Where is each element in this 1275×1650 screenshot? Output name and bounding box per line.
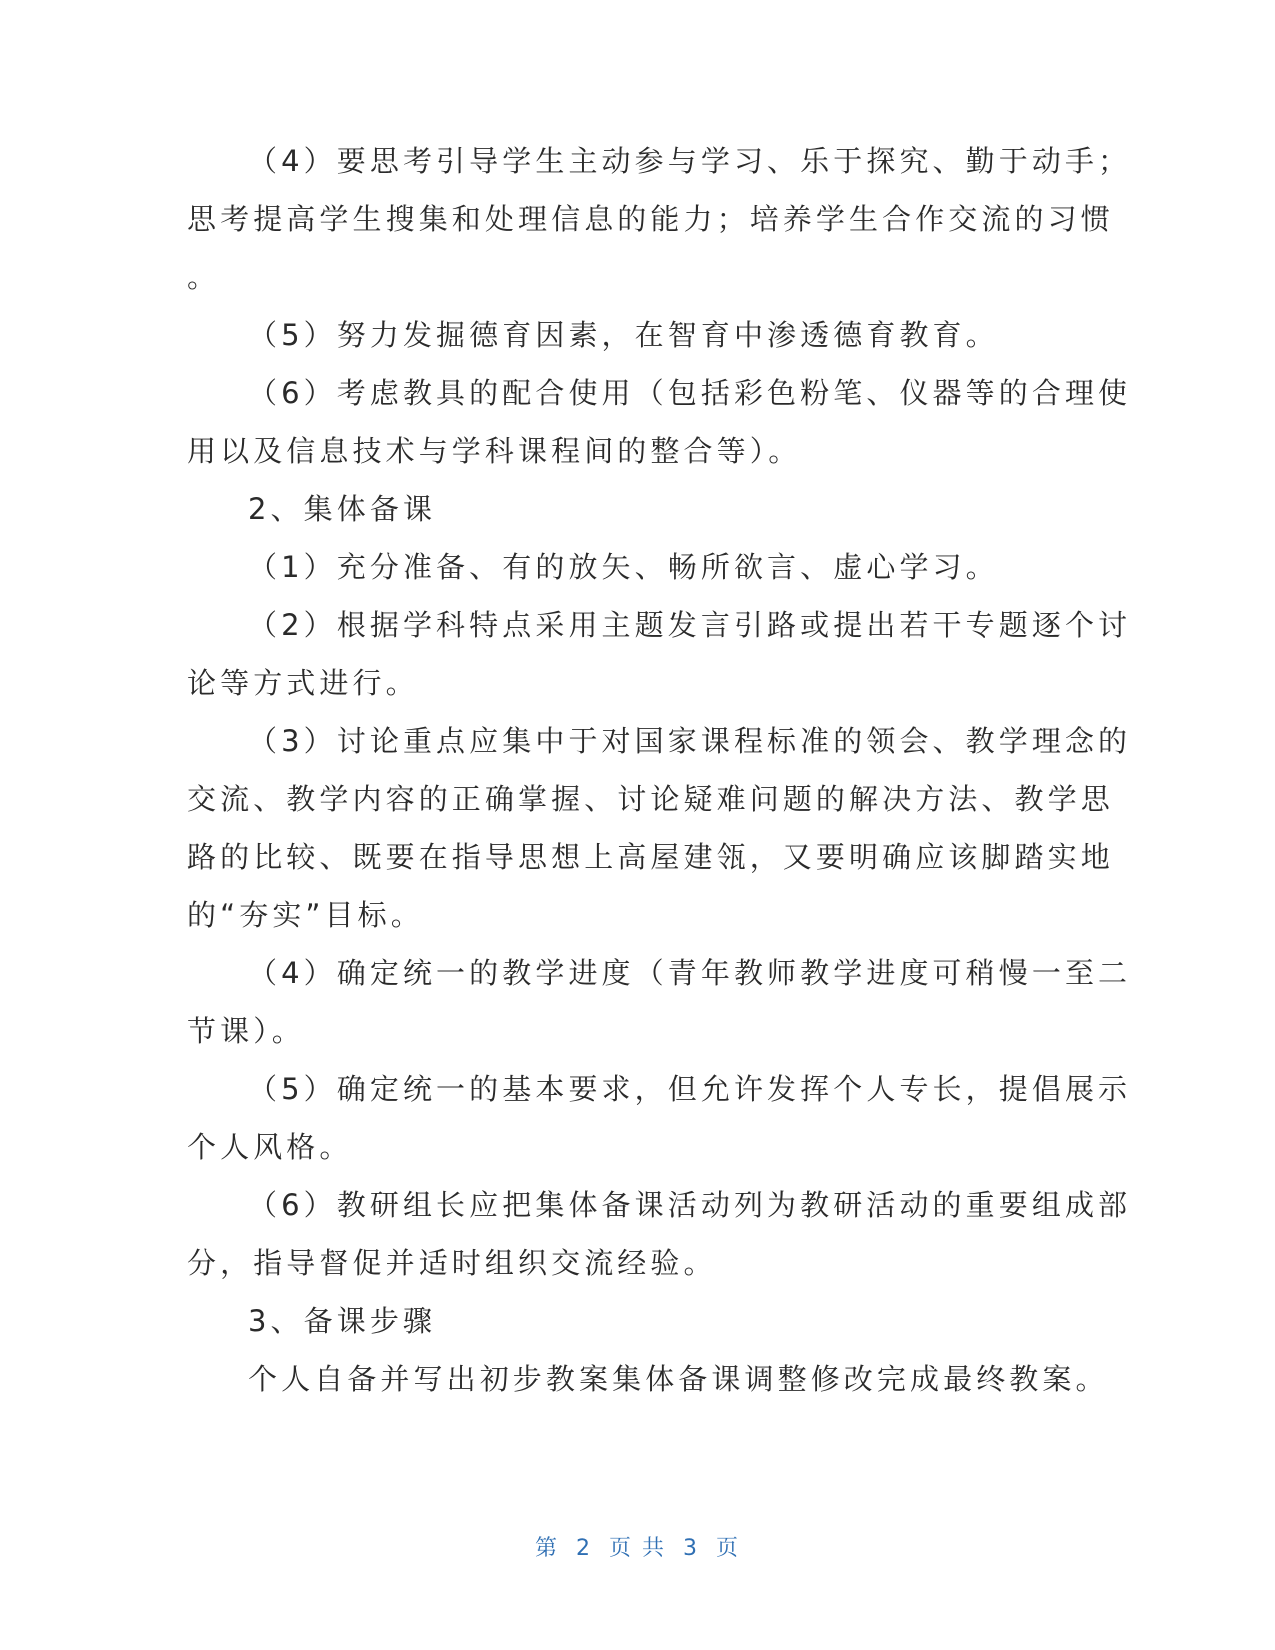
footer-middle: 页 共 <box>609 1536 666 1561</box>
paragraph-line: （5）努力发掘德育因素，在智育中渗透德育教育。 <box>248 318 999 352</box>
paragraph-line: 思考提高学生搜集和处理信息的能力；培养学生合作交流的习惯 <box>187 202 1114 236</box>
paragraph-line: 个人风格。 <box>187 1130 353 1164</box>
paragraph-line: 个人自备并写出初步教案集体备课调整修改完成最终教案。 <box>248 1362 1109 1396</box>
paragraph-line: （3）讨论重点应集中于对国家课程标准的领会、教学理念的 <box>248 724 1132 758</box>
paragraph-line: 用以及信息技术与学科课程间的整合等）。 <box>187 434 802 468</box>
paragraph-line: 分，指导督促并适时组织交流经验。 <box>187 1246 717 1280</box>
total-page-count: 3 <box>683 1536 699 1561</box>
paragraph-line: （6）教研组长应把集体备课活动列为教研活动的重要组成部 <box>248 1188 1132 1222</box>
paragraph-line: （4）要思考引导学生主动参与学习、乐于探究、勤于动手； <box>248 144 1132 178</box>
paragraph-line: 交流、教学内容的正确掌握、讨论疑难问题的解决方法、教学思 <box>187 782 1114 816</box>
paragraph-line: 节课）。 <box>187 1014 305 1048</box>
paragraph-line: 路的比较、既要在指导思想上高屋建瓴，又要明确应该脚踏实地 <box>187 840 1114 874</box>
paragraph-line: 论等方式进行。 <box>187 666 419 700</box>
section-heading: 2、集体备课 <box>248 492 437 526</box>
paragraph-line: （4）确定统一的教学进度（青年教师教学进度可稍慢一至二 <box>248 956 1132 990</box>
paragraph-line: （5）确定统一的基本要求，但允许发挥个人专长，提倡展示 <box>248 1072 1132 1106</box>
paragraph-line: （1）充分准备、有的放矢、畅所欲言、虚心学习。 <box>248 550 999 584</box>
section-heading: 3、备课步骤 <box>248 1304 437 1338</box>
footer-suffix: 页 <box>716 1536 741 1561</box>
page-footer <box>0 1534 1275 1564</box>
current-page-number: 2 <box>576 1536 592 1561</box>
paragraph-line: （2）根据学科特点采用主题发言引路或提出若干专题逐个讨 <box>248 608 1132 642</box>
paragraph-line: 。 <box>187 260 221 294</box>
footer-prefix: 第 <box>534 1536 559 1561</box>
paragraph-line: 的“夯实”目标。 <box>187 898 424 932</box>
paragraph-line: （6）考虑教具的配合使用（包括彩色粉笔、仪器等的合理使 <box>248 376 1132 410</box>
